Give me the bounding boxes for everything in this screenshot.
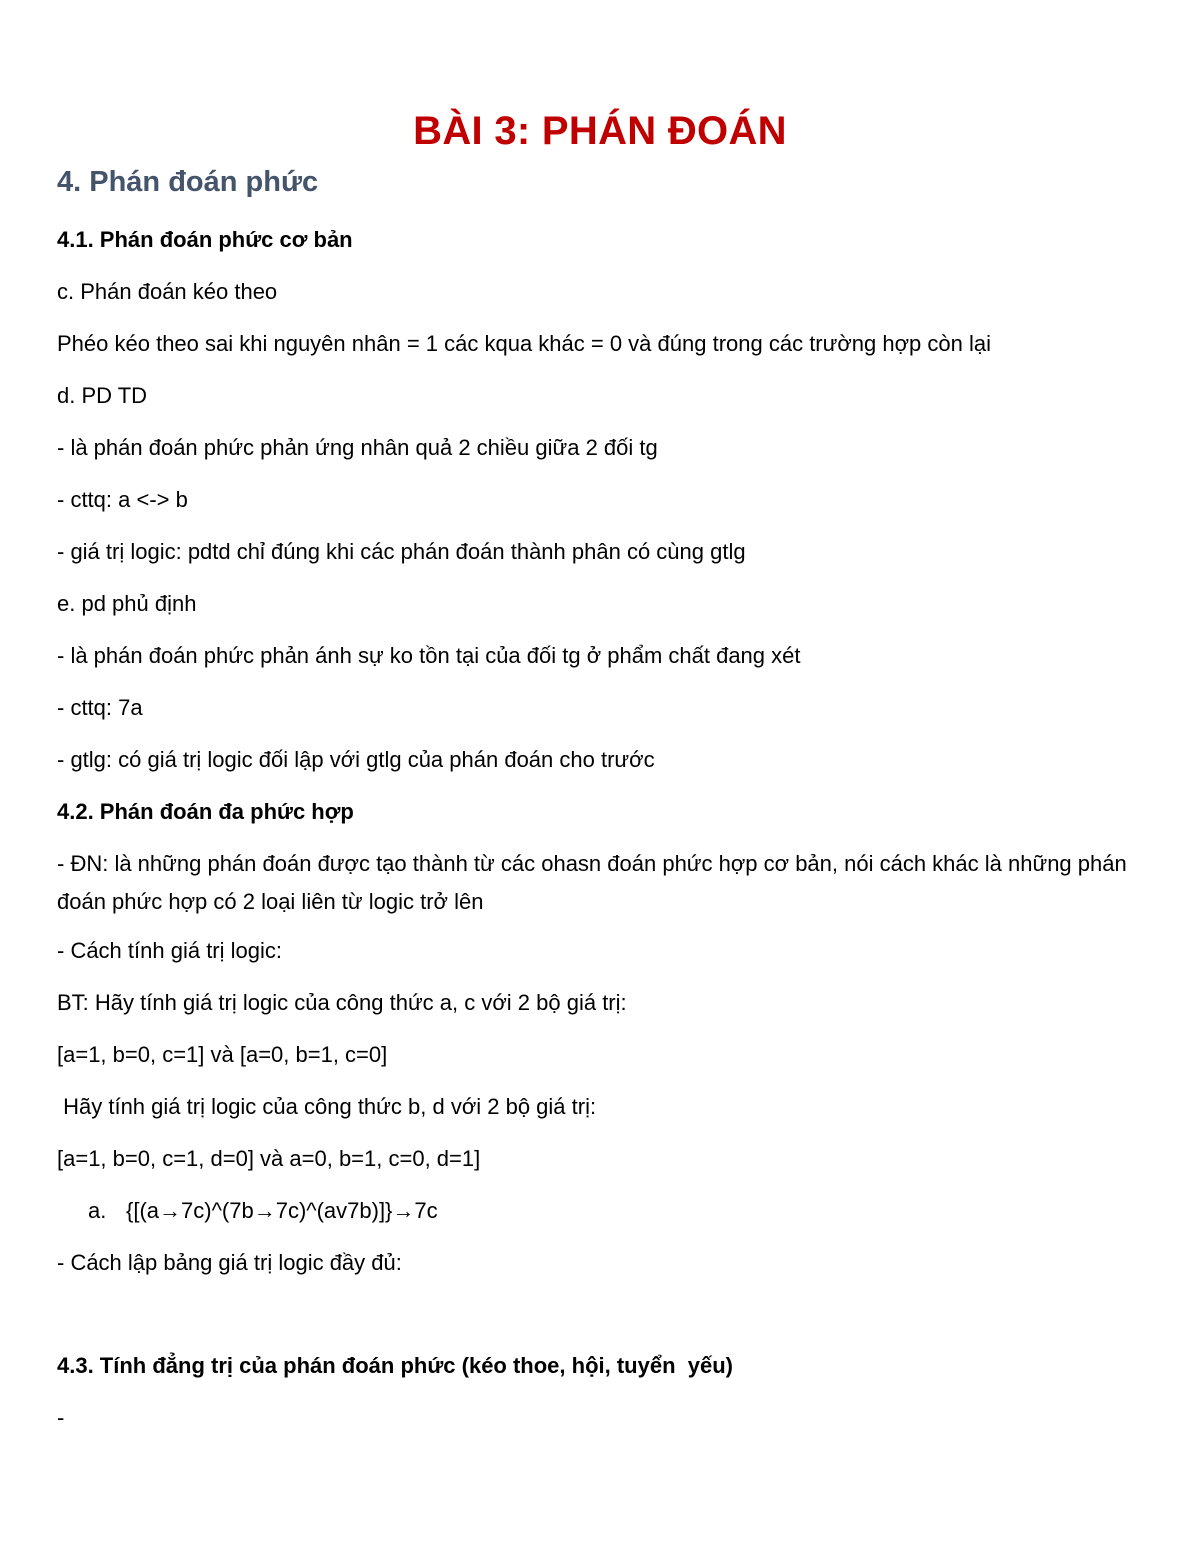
c-heading: c. Phán đoán kéo theo (57, 279, 278, 304)
c-description: Phéo kéo theo sai khi nguyên nhân = 1 các kqua khác = 0 và đúng trong các trường hợp còn lại (57, 331, 991, 356)
calc-heading: - Cách tính giá trị logic: (57, 938, 282, 963)
exercise-line-2: [a=1, b=0, c=1] và [a=0, b=1, c=0] (57, 1042, 388, 1067)
formula-a: {[(a→7c)^(7b→7c)^(av7b)]}→7c (126, 1198, 438, 1223)
d-line-1: - là phán đoán phức phản ứng nhân quả 2 chiều giữa 2 đối tg (57, 435, 658, 460)
heading-4: 4. Phán đoán phức (57, 166, 319, 198)
table-heading: - Cách lập bảng giá trị logic đầy đủ: (57, 1250, 402, 1275)
document-title: BÀI 3: PHÁN ĐOÁN (413, 109, 787, 153)
section-4-1-heading: 4.1. Phán đoán phức cơ bản (57, 227, 353, 252)
formula-list-item (88, 1196, 438, 1226)
e-line-3: - gtlg: có giá trị logic đối lập với gtlg của phán đoán cho trước (57, 747, 655, 772)
definition-paragraph: - ĐN: là những phán đoán được tạo thành từ các ohasn đoán phức hợp cơ bản, nói cách khác là những phán đoán phức hợp có 2 loại liên từ logic trở lên (57, 851, 1127, 914)
d-line-3: - giá trị logic: pdtd chỉ đúng khi các phán đoán thành phân có cùng gtlg (57, 539, 746, 564)
trailing-dash: - (57, 1405, 65, 1430)
e-heading: e. pd phủ định (57, 591, 197, 616)
exercise-line-4: [a=1, b=0, c=1, d=0] và a=0, b=1, c=0, d=1] (57, 1146, 481, 1171)
e-line-1: - là phán đoán phức phản ánh sự ko tồn tại của đối tg ở phẩm chất đang xét (57, 643, 801, 668)
exercise-line-3: Hãy tính giá trị logic của công thức b, d với 2 bộ giá trị: (57, 1094, 597, 1119)
list-marker: a. (88, 1198, 107, 1223)
e-line-2: - cttq: 7a (57, 695, 143, 720)
exercise-line-1: BT: Hãy tính giá trị logic của công thức a, c với 2 bộ giá trị: (57, 990, 627, 1015)
section-4-2-heading: 4.2. Phán đoán đa phức hợp (57, 799, 354, 824)
section-4-3-heading: 4.3. Tính đẳng trị của phán đoán phức (kéo thoe, hội, tuyển yếu) (57, 1353, 733, 1378)
d-heading: d. PD TD (57, 383, 148, 408)
d-line-2: - cttq: a <-> b (57, 487, 188, 512)
